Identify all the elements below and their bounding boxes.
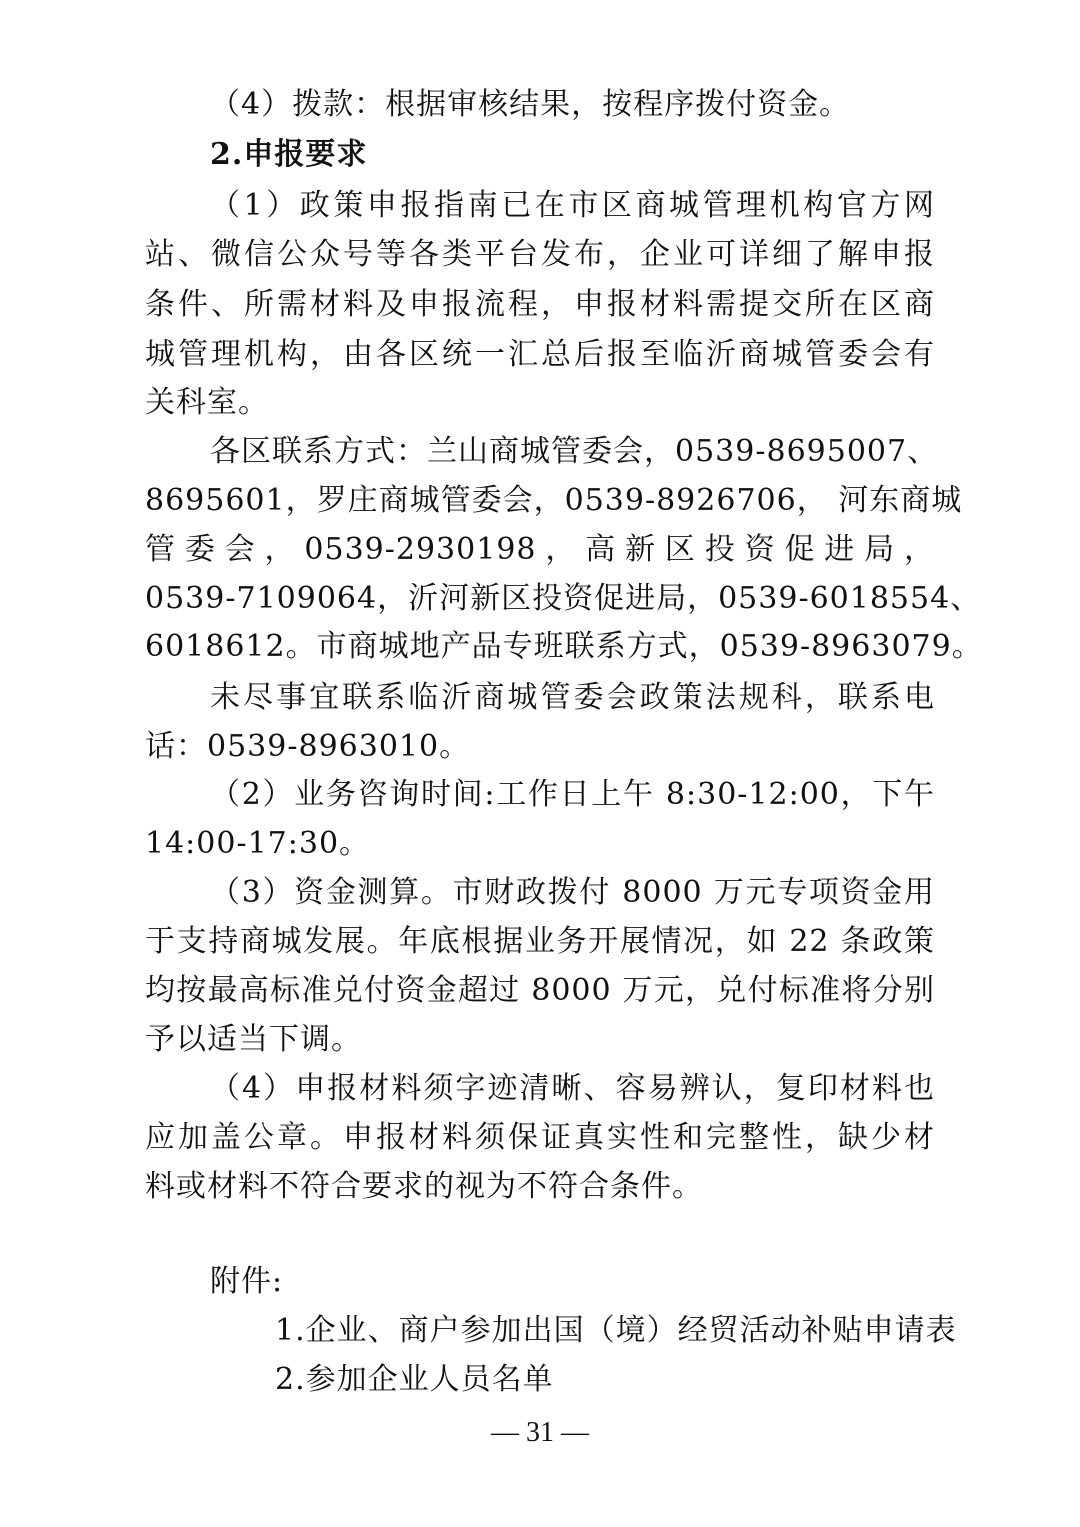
section-heading: 2.申报要求 (210, 137, 368, 172)
paragraph-line: 未尽事宜联系临沂商城管委会政策法规科，联系电 (210, 680, 935, 715)
paragraph-line: 关科室。 (145, 385, 269, 420)
paragraph-line: 14:00-17:30。 (145, 826, 371, 861)
paragraph-line: 站、微信公众号等各类平台发布，企业可详细了解申报 (145, 237, 935, 272)
paragraph-line: 于支持商城发展。年底根据业务开展情况，如 22 条政策 (145, 924, 935, 959)
paragraph-line: （3）资金测算。市财政拨付 8000 万元专项资金用 (210, 875, 935, 910)
paragraph-line: （4）申报材料须字迹清晰、容易辨认，复印材料也 (210, 1071, 935, 1106)
paragraph-line: 各区联系方式：兰山商城管委会，0539-8695007、 (210, 434, 939, 469)
paragraph-line: （1）政策申报指南已在市区商城管理机构官方网 (210, 188, 935, 223)
attachments-label: 附件: (210, 1264, 284, 1299)
paragraph-line: （2）业务咨询时间:工作日上午 8:30-12:00，下午 (210, 777, 935, 812)
paragraph-line: 均按最高标准兑付资金超过 8000 万元，兑付标准将分别 (145, 973, 935, 1008)
attachment-item: 1.企业、商户参加出国（境）经贸活动补贴申请表 (275, 1313, 957, 1348)
paragraph-line: （4）拨款：根据审核结果，按程序拨付资金。 (210, 87, 851, 122)
paragraph-line: 城管理机构，由各区统一汇总后报至临沂商城管委会有 (145, 337, 935, 372)
paragraph-line: 料或材料不符合要求的视为不符合条件。 (145, 1169, 703, 1204)
page-number: — 31 — (491, 1417, 589, 1448)
paragraph-line: 条件、所需材料及申报流程，申报材料需提交所在区商 (145, 287, 935, 322)
paragraph-line: 话：0539-8963010。 (145, 729, 471, 764)
attachment-item: 2.参加企业人员名单 (275, 1362, 554, 1397)
paragraph-line: 应加盖公章。申报材料须保证真实性和完整性，缺少材 (145, 1120, 935, 1155)
paragraph-line: 予以适当下调。 (145, 1022, 362, 1057)
paragraph-line: 6018612。市商城地产品专班联系方式，0539-8963079。 (145, 629, 983, 664)
paragraph-line: 0539-7109064，沂河新区投资促进局，0539-6018554、 (145, 581, 982, 616)
paragraph-line: 管委会，0539-2930198，高新区投资促进局， (145, 532, 935, 567)
paragraph-line: 8695601，罗庄商城管委会，0539-8926706， 河东商城 (145, 483, 963, 518)
